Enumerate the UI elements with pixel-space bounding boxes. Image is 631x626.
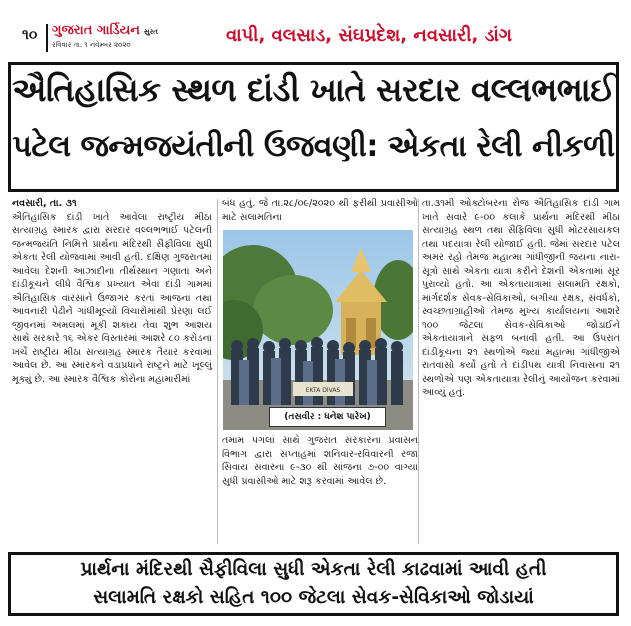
page-number: ૧૦ bbox=[22, 27, 38, 43]
column-2-top-text: બંધ હતું. જે તા.૨૮/૦૯/૨૦૨૦ થી ફરીથી પ્રવાસીઓ માટે સલામતિના bbox=[222, 198, 418, 223]
column-1-text: ઐતિહાસિક દાંડી ખાતે આવેલા રાષ્ટ્રીય મીઠા સત્યાગ્રહ સ્મારક દ્વારા સરદાર વલ્લભભાઈ પટેલની જન્મજયંતિ નિમિત્તે પ્રાર્થના મંદિરથી સૈફીવિલા સુધી એકતા રેલી યોજવામાં આવી હતી. દક્ષિણ ગુજરાતમાં આવેલા દેશની આઝાદીના તીર્થસ્થાન ગણાતા અને દાંડીકૂચને લીધે વૈશ્વિક પ્રખ્યાત એવા દાંડી ગામમાં ઐતિહાસિક વારસાને ઉજાગર કરતાં આજના તથા આવનારી પેઢીને ગાંધીમૂલ્યો વિચારોમાંથી પ્રેરણા લઈ જીવનમાં અમલમાં મૂકી શકાય તેવા શુભ આશય સાથે સરકારે ૧૬ એકર વિસ્તારમાં આશરે ૮૦ કરોડના ખર્ચે રાષ્ટ્રીય મીઠા સત્યાગ્રહ સ્મારક તૈયાર કરવામાં આવેલ છે. આ સ્મારકને વડાપ્રધાને રાષ્ટ્રને માટે ખૂલ્લું મૂક્યું છે. આ સ્મારક વૈશ્વિક કોરોના મહામારીમાં bbox=[12, 211, 212, 385]
section-regions: વાપી, વલસાડ, સંઘપ્રદેશ, નવસારી, ડાંગ bbox=[226, 25, 513, 46]
issue-date: રવિવાર તા. ૧ નવેમ્બર ૨૦૨૦ bbox=[52, 41, 131, 49]
rally-photo bbox=[223, 230, 413, 430]
article-column-2-bottom bbox=[222, 434, 418, 488]
article-column-2-top bbox=[222, 197, 418, 224]
paper-logo bbox=[52, 23, 158, 38]
headline-line-2: પટેલ જન્મજયંતીની ઉજવણી: એકતા રેલી નીકળી bbox=[12, 129, 615, 164]
photo-caption: (તસવીર : ધનેશ પારેખ) bbox=[269, 407, 386, 427]
masthead-divider bbox=[46, 24, 48, 52]
column-rule bbox=[217, 199, 218, 544]
article-dateline: નવસારી, તા. ૩૧ bbox=[12, 198, 77, 209]
column-rule bbox=[418, 199, 419, 544]
article-column-3 bbox=[422, 197, 620, 400]
column-2-bottom-text: તમામ પગલાં સાથે ગુજરાત સરકારના પ્રવાસન વિભાગ દ્વારા સપ્તાહમાં શનિવાર-રવિવારની રજા સિવાય સવારના ૯-૩૦ થી સાંજના ૭-૦૦ વાગ્યા સુધી પ્રવાસીઓ માટે શરૂ કરવામાં આવેલ છે. bbox=[222, 435, 418, 487]
rally-photo-image bbox=[223, 230, 413, 430]
article-column-1 bbox=[12, 197, 212, 386]
deck-line-2: સલામતિ રક્ષકો સહિત ૧૦૦ જેટલા સેવક-સેવિકાઓ જોડાયાં bbox=[93, 587, 534, 608]
headline-line-1: ઐતિહાસિક સ્થળ દાંડી ખાતે સરદાર વલ્લભભાઈ bbox=[12, 71, 615, 109]
paper-name: ગુજરાત ગાર્ડિયન bbox=[52, 23, 140, 38]
deck-line-1: પ્રાર્થના મંદિરથી સૈફીવિલા સુધી એકતા રેલી કાઢવામાં આવી હતી bbox=[80, 559, 547, 580]
column-3-text: તા.૩૧મી ઓક્ટોબરના રોજ ઐતિહાસિક દાંડી ગામ ખાતે સવારે ૯-૦૦ કલાકે પ્રાર્થના મંદિરથી મીઠા સત્યાગ્રહ સ્થળ તથા સૈફિવિલા સુધી મોટરસાયકલ તથા પદયાત્રા રેલી યોજાઈ હતી. જેમાં સરદાર પટેલ અમર રહો તેમજ મહાત્મા ગાંધીજીની જયના નારા-સૂત્રો સાથે એકતા યાત્રા કરીને દેશની એકતામાં સૂર પુરાવ્યો હતો. આ એકતાયાત્રામાં સલામતિ રક્ષકો, માર્ગદર્શક સેવક-સેવિકાઓ, બગીચા રક્ષક, સંવર્ધકો, સ્વચ્છતાગ્રાહીઓ તેમજ મુખ્ય કાર્યાલયના આશરે ૧૦૦ જેટલા સેવક-સેવિકાઓ જોડાઈને એકતાયાત્રાને સફળ બનાવી હતી. આ ઉપરાંત દાંડીકૂચના ૨૧ સ્થળોએ જ્યાં મહાત્મા ગાંધીજીએ રાતવાસો કર્યો હતો તે દાંડીપથ યાત્રી નિવાસના ૨૧ સ્થળોએ પણ એકતાયાત્રા રેલીનું આયોજન કરવામાં આવ્યું હતું. bbox=[422, 198, 620, 398]
banner-text: EKTA DIVAS bbox=[305, 387, 341, 394]
deck-box bbox=[8, 552, 619, 616]
edition-city: સુરત bbox=[143, 28, 158, 36]
masthead bbox=[8, 22, 623, 56]
headline-box bbox=[8, 62, 619, 192]
